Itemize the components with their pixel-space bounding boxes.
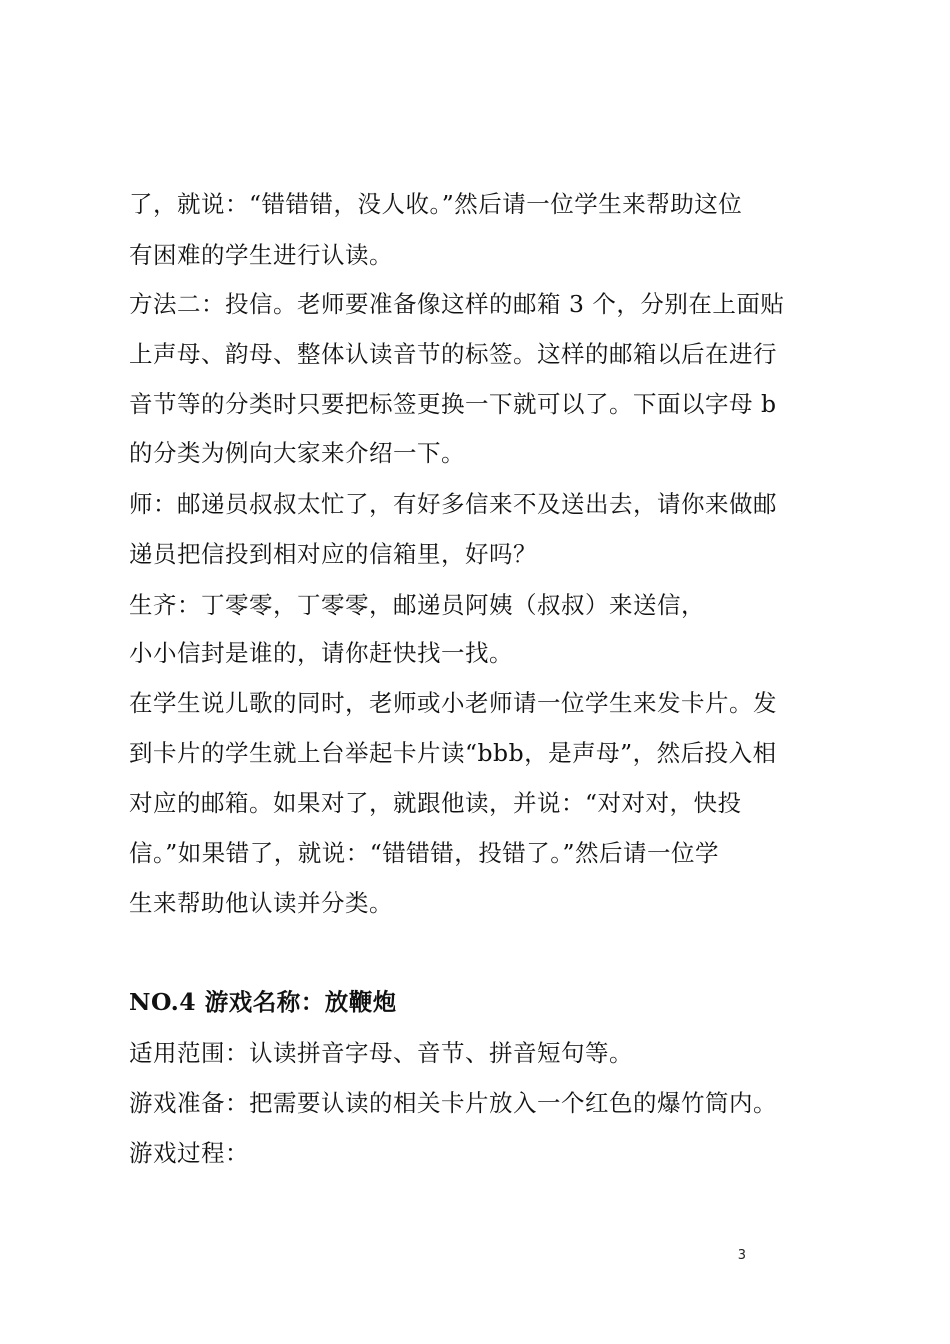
body-line: 生来帮助他认读并分类。	[129, 889, 393, 917]
body-line: 到卡片的学生就上台举起卡片读“bbb，是声母”，然后投入相	[129, 739, 777, 767]
body-line: 对应的邮箱。如果对了，就跟他读，并说：“对对对，快投	[129, 789, 742, 817]
body-line: 上声母、韵母、整体认读音节的标签。这样的邮箱以后在进行	[129, 340, 777, 368]
body-line: 有困难的学生进行认读。	[129, 241, 393, 269]
body-line: 生齐：丁零零，丁零零，邮递员阿姨（叔叔）来送信，	[129, 591, 705, 619]
body-line: 方法二：投信。老师要准备像这样的邮箱 3 个，分别在上面贴	[129, 290, 785, 318]
body-line: 的分类为例向大家来介绍一下。	[129, 439, 465, 467]
section-line: 游戏准备：把需要认读的相关卡片放入一个红色的爆竹筒内。	[129, 1089, 777, 1117]
section-heading: NO.4 游戏名称：放鞭炮	[129, 988, 397, 1016]
section-line: 游戏过程：	[129, 1139, 249, 1167]
body-line: 小小信封是谁的，请你赶快找一找。	[129, 639, 513, 667]
body-line: 递员把信投到相对应的信箱里，好吗？	[129, 540, 537, 568]
body-line: 师：邮递员叔叔太忙了，有好多信来不及送出去，请你来做邮	[129, 490, 777, 518]
body-line: 信。”如果错了，就说：“错错错，投错了。”然后请一位学	[129, 839, 720, 867]
body-line: 在学生说儿歌的同时，老师或小老师请一位学生来发卡片。发	[129, 689, 777, 717]
body-line: 了，就说：“错错错，没人收。”然后请一位学生来帮助这位	[129, 190, 743, 218]
body-line: 音节等的分类时只要把标签更换一下就可以了。下面以字母 b	[129, 390, 777, 418]
section-line: 适用范围：认读拼音字母、音节、拼音短句等。	[129, 1039, 633, 1067]
page-number: 3	[737, 1248, 746, 1263]
